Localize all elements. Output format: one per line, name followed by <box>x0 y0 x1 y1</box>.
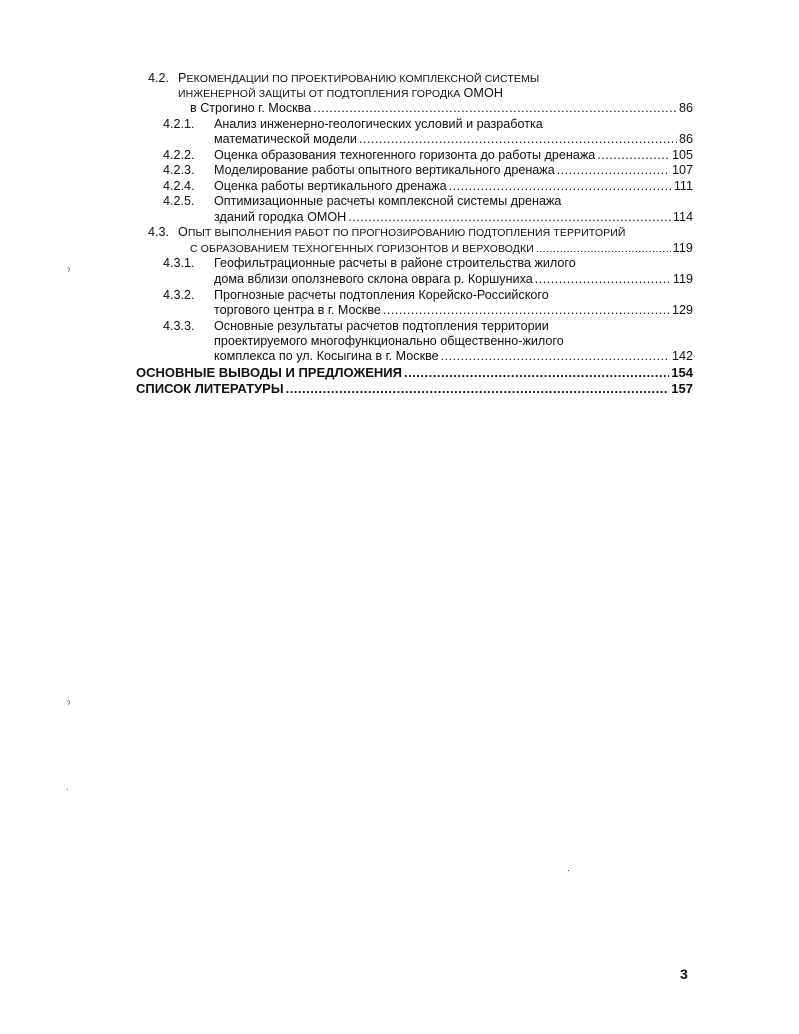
toc-4-2-1-title-line1: Анализ инженерно-геологических условий и разработка <box>214 117 543 131</box>
toc-4-2-4-title[interactable]: Оценка работы вертикального дренажа ..... 111 <box>214 179 693 194</box>
toc-4-3-1-number: 4.3.1. <box>163 256 195 270</box>
toc-4-2-5-title-line2[interactable]: зданий городка ОМОН ..... 114 <box>214 210 693 225</box>
toc-4-2-number: 4.2. <box>148 71 170 85</box>
toc-4-3-3-title-line1: Основные результаты расчетов подтопления территории <box>214 319 549 333</box>
toc-4-2-title-line3[interactable]: в Строгино г. Москва ..... 86 <box>190 101 693 116</box>
toc-4-2-5-page: 114 <box>672 210 693 224</box>
toc-conclusions[interactable]: ОСНОВНЫЕ ВЫВОДЫ И ПРЕДЛОЖЕНИЯ ..... 154 <box>136 365 693 380</box>
toc-4-2-1-title-line2[interactable]: математической модели ..... 86 <box>214 132 693 147</box>
toc-4-2-1-page: 86 <box>678 132 693 146</box>
toc-4-2-title-line1: РЕКОМЕНДАЦИИ ПО ПРОЕКТИРОВАНИЮ КОМПЛЕКСНОЙ СИСТЕМЫ <box>178 71 540 85</box>
toc-4-2-4-page: 111 <box>673 179 693 193</box>
toc-4-3-1-title-line2[interactable]: дома вблизи оползневого склона оврага р. Коршуниха ..... 119 <box>214 272 693 287</box>
toc-4-2-2-title[interactable]: Оценка образования техногенного горизонта до работы дренажа ..... 105 <box>214 148 693 163</box>
toc-references[interactable]: СПИСОК ЛИТЕРАТУРЫ ..... 157 <box>136 381 693 396</box>
toc-4-2-5-number: 4.2.5. <box>163 194 195 208</box>
toc-4-3-3-number: 4.3.3. <box>163 319 195 333</box>
toc-4-2-4-number: 4.2.4. <box>163 179 195 193</box>
toc-4-2-page: 86 <box>678 101 693 115</box>
toc-4-3-title-line1: ОПЫТ ВЫПОЛНЕНИЯ РАБОТ ПО ПРОГНОЗИРОВАНИЮ ПОДТОПЛЕНИЯ ТЕРРИТОРИЙ <box>178 225 626 239</box>
toc-4-2-1-number: 4.2.1. <box>163 117 195 131</box>
toc-conclusions-page: 154 <box>671 365 693 380</box>
scan-speck: ˀ <box>67 699 71 709</box>
toc-4-2-5-title-line1: Оптимизационные расчеты комплексной системы дренажа <box>214 194 562 208</box>
toc-4-3-1-page: 119 <box>672 272 693 286</box>
toc-4-3-2-title-line2[interactable]: торгового центра в г. Москве ..... 129 <box>214 303 693 318</box>
toc-4-2-title-line2: ИНЖЕНЕРНОЙ ЗАЩИТЫ ОТ ПОДТОПЛЕНИЯ ГОРОДКА ОМОН <box>178 86 504 100</box>
toc-references-page: 157 <box>671 381 693 396</box>
toc-4-3-3-page: 142 <box>671 349 693 363</box>
scan-speck: ˎ <box>66 780 69 790</box>
toc-4-2-2-page: 105 <box>671 148 693 162</box>
toc-4-2-3-title[interactable]: Моделирование работы опытного вертикального дренажа ..... 107 <box>214 163 693 178</box>
toc-4-3-3-title-line3[interactable]: комплекса по ул. Косыгина в г. Москве ..... 142 <box>214 349 693 364</box>
toc-4-2-3-number: 4.2.3. <box>163 163 195 177</box>
toc-4-3-page: 119 <box>672 241 693 255</box>
toc-4-3-2-page: 129 <box>671 303 693 317</box>
toc-4-3-2-number: 4.3.2. <box>163 288 195 302</box>
toc-4-3-1-title-line1: Геофильтрационные расчеты в районе строительства жилого <box>214 256 576 270</box>
toc-4-3-2-title-line1: Прогнозные расчеты подтопления Корейско-Российского <box>214 288 549 302</box>
toc-4-3-number: 4.3. <box>148 225 170 239</box>
toc-4-3-title-line2[interactable]: С ОБРАЗОВАНИЕМ ТЕХНОГЕННЫХ ГОРИЗОНТОВ И ВЕРХОВОДКИ ..... 119 <box>190 241 693 256</box>
toc-4-2-2-number: 4.2.2. <box>163 148 195 162</box>
page-number: 3 <box>680 966 688 982</box>
toc-4-2-3-page: 107 <box>671 163 693 177</box>
scan-speck: ˀ <box>67 266 71 276</box>
toc-4-3-3-title-line2: проектируемого многофункционально общественно-жилого <box>214 334 564 348</box>
scan-speck: · <box>567 865 570 875</box>
